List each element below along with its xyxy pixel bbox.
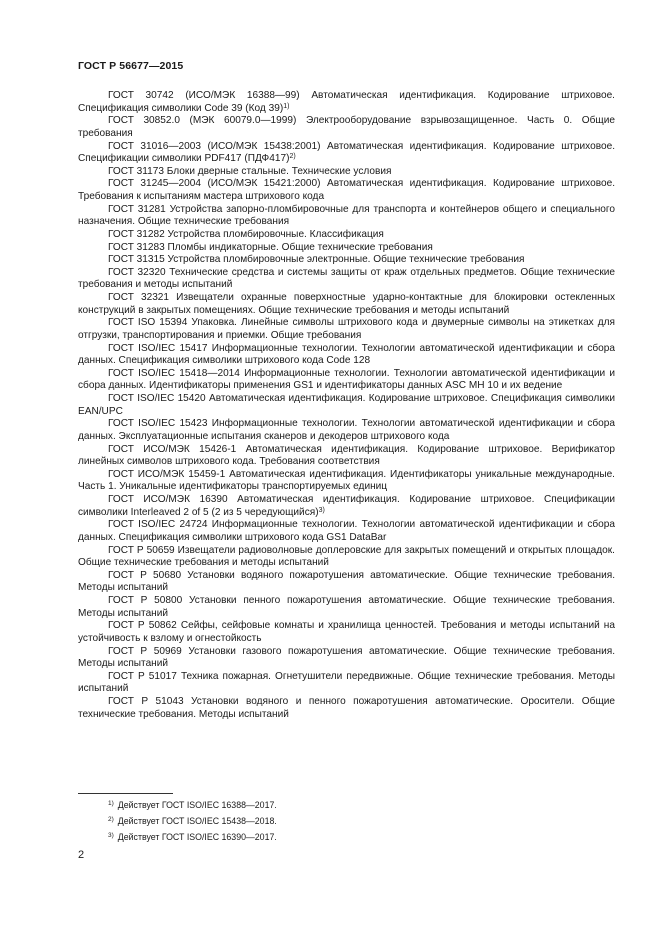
reference-text: ГОСТ 31173 Блоки дверные стальные. Технические условия bbox=[108, 165, 392, 177]
footnotes bbox=[108, 797, 277, 845]
reference-text: ГОСТ ИСО/МЭК 16390 Автоматическая идентификация. Кодирование штриховое. Спецификации символики Interleaved 2 of 5 (2 из 5 чередующийся) bbox=[78, 494, 615, 518]
reference-entry bbox=[78, 595, 615, 620]
reference-text: ГОСТ 31315 Устройства пломбировочные электронные. Общие технические требования bbox=[108, 254, 525, 266]
reference-text: ГОСТ Р 50862 Сейфы, сейфовые комнаты и хранилища ценностей. Требования и методы испытаний на устойчивость к взлому и огнестойкость bbox=[78, 620, 615, 644]
footnote-divider bbox=[78, 793, 173, 794]
footnote bbox=[108, 797, 277, 813]
reference-text: ГОСТ 32321 Извещатели охранные поверхностные ударно-контактные для блокировки остекленных конструкций в закрытых помещениях. Общие технические требования и методы испытаний bbox=[78, 292, 615, 316]
reference-text: ГОСТ 31282 Устройства пломбировочные. Классификация bbox=[108, 228, 384, 240]
reference-entry bbox=[78, 418, 615, 443]
reference-text: ГОСТ ISO/IEC 15423 Информационные технологии. Технологии автоматической идентификации и сбора данных. Эксплуатационные испытания сканеров и декодеров штрихового кода bbox=[78, 418, 615, 442]
reference-entry bbox=[78, 696, 615, 721]
reference-text: ГОСТ Р 50969 Установки газового пожаротушения автоматические. Общие технические требования. Методы испытаний bbox=[78, 645, 615, 670]
reference-text: ГОСТ ISO/IEC 24724 Информационные технологии. Технологии автоматической идентификации и сбора данных. Спецификация символики штрихового кода GS1 DataBar bbox=[78, 519, 615, 543]
footnote-mark: 3) bbox=[108, 832, 114, 839]
footnote-mark: 2) bbox=[108, 816, 114, 823]
reference-entry bbox=[78, 242, 615, 255]
footnote bbox=[108, 813, 277, 829]
reference-entry bbox=[78, 620, 615, 645]
reference-text: ГОСТ 31283 Пломбы индикаторные. Общие технические требования bbox=[108, 241, 433, 253]
reference-entry bbox=[78, 317, 615, 342]
footnote-reference-mark: 1) bbox=[283, 102, 290, 110]
reference-text: ГОСТ ИСО/МЭК 15459-1 Автоматическая идентификация. Идентификаторы уникальные международные. Часть 1. Уникальные идентификаторы транспортируемых единиц bbox=[78, 468, 615, 493]
reference-text: ГОСТ ИСО/МЭК 15426-1 Автоматическая идентификация. Кодирование штриховое. Верификатор линейных символов штрихового кода. Требования соответствия bbox=[78, 443, 615, 468]
reference-entry bbox=[78, 254, 615, 267]
reference-entry bbox=[78, 178, 615, 203]
reference-entry bbox=[78, 494, 615, 519]
reference-entry bbox=[78, 229, 615, 242]
reference-entry bbox=[78, 444, 615, 469]
reference-entry bbox=[78, 166, 615, 179]
reference-text: ГОСТ ISO 15394 Упаковка. Линейные символы штрихового кода и двумерные символы на этикетках для отгрузки, транспортирования и приемки. Общие требования bbox=[78, 317, 615, 341]
page-number: 2 bbox=[78, 849, 85, 861]
reference-entry bbox=[78, 469, 615, 494]
reference-text: ГОСТ 32320 Технические средства и системы защиты от краж отдельных предметов. Общие технические требования и методы испытаний bbox=[78, 266, 615, 291]
reference-entry bbox=[78, 671, 615, 696]
footnote-reference-mark: 2) bbox=[289, 153, 296, 161]
reference-entry bbox=[78, 115, 615, 140]
reference-text: ГОСТ 30852.0 (МЭК 60079.0—1999) Электрооборудование взрывозащищенное. Часть 0. Общие требования bbox=[78, 115, 615, 139]
reference-text: ГОСТ 31245—2004 (ИСО/МЭК 15421:2000) Автоматическая идентификация. Кодирование штриховое. Требования к испытаниям мастера штрихового кода bbox=[78, 178, 615, 202]
reference-entry bbox=[78, 292, 615, 317]
footnote bbox=[108, 829, 277, 845]
reference-text: ГОСТ Р 50680 Установки водяного пожаротушения автоматические. Общие технические требования. Методы испытаний bbox=[78, 569, 615, 594]
footnote-text: Действует ГОСТ ISO/IEC 15438—2018. bbox=[117, 816, 277, 826]
reference-entry bbox=[78, 545, 615, 570]
reference-text: ГОСТ Р 50659 Извещатели радиоволновые доплеровские для закрытых помещений и открытых площадок. Общие технические требования и методы испытаний bbox=[78, 544, 615, 569]
normative-references-list bbox=[78, 90, 615, 721]
reference-text: ГОСТ Р 51017 Техника пожарная. Огнетушители передвижные. Общие технические требования. Методы испытаний bbox=[78, 670, 615, 695]
reference-text: ГОСТ ISO/IEC 15418—2014 Информационные технологии. Технологии автоматической идентификации и сбора данных. Идентификаторы применения GS1 и идентификаторы данных ASC MH 10 и их ведение bbox=[78, 367, 615, 392]
reference-text: ГОСТ ISO/IEC 15417 Информационные технологии. Технологии автоматической идентификации и сбора данных. Спецификация символики штрихового кода Code 128 bbox=[78, 342, 615, 367]
reference-text: ГОСТ ISO/IEC 15420 Автоматическая идентификация. Кодирование штриховое. Спецификация символики EAN/UPC bbox=[78, 393, 615, 417]
footnote-mark: 1) bbox=[108, 800, 114, 807]
reference-entry bbox=[78, 141, 615, 166]
reference-entry bbox=[78, 519, 615, 544]
reference-text: ГОСТ Р 51043 Установки водяного и пенного пожаротушения автоматические. Оросители. Общие технические требования. Методы испытаний bbox=[78, 696, 615, 720]
reference-text: ГОСТ Р 50800 Установки пенного пожаротушения автоматические. Общие технические требования. Методы испытаний bbox=[78, 595, 615, 619]
reference-entry bbox=[78, 343, 615, 368]
reference-entry bbox=[78, 90, 615, 115]
reference-text: ГОСТ 30742 (ИСО/МЭК 16388—99) Автоматическая идентификация. Кодирование штриховое. Спецификация символики Code 39 (Код 39) bbox=[78, 90, 615, 114]
reference-entry bbox=[78, 393, 615, 418]
reference-entry bbox=[78, 267, 615, 292]
reference-entry bbox=[78, 204, 615, 229]
reference-entry bbox=[78, 646, 615, 671]
reference-entry bbox=[78, 570, 615, 595]
reference-text: ГОСТ 31281 Устройства запорно-пломбировочные для транспорта и контейнеров общего и специального назначения. Общие технические требования bbox=[78, 203, 615, 228]
reference-text: ГОСТ 31016—2003 (ИСО/МЭК 15438:2001) Автоматическая идентификация. Кодирование штриховое. Спецификации символики PDF417 (ПДФ417) bbox=[78, 140, 615, 165]
footnote-text: Действует ГОСТ ISO/IEC 16390—2017. bbox=[117, 832, 277, 842]
footnote-text: Действует ГОСТ ISO/IEC 16388—2017. bbox=[117, 800, 277, 810]
page-header: ГОСТ Р 56677—2015 bbox=[78, 60, 184, 72]
reference-entry bbox=[78, 368, 615, 393]
footnote-reference-mark: 3) bbox=[318, 506, 325, 514]
